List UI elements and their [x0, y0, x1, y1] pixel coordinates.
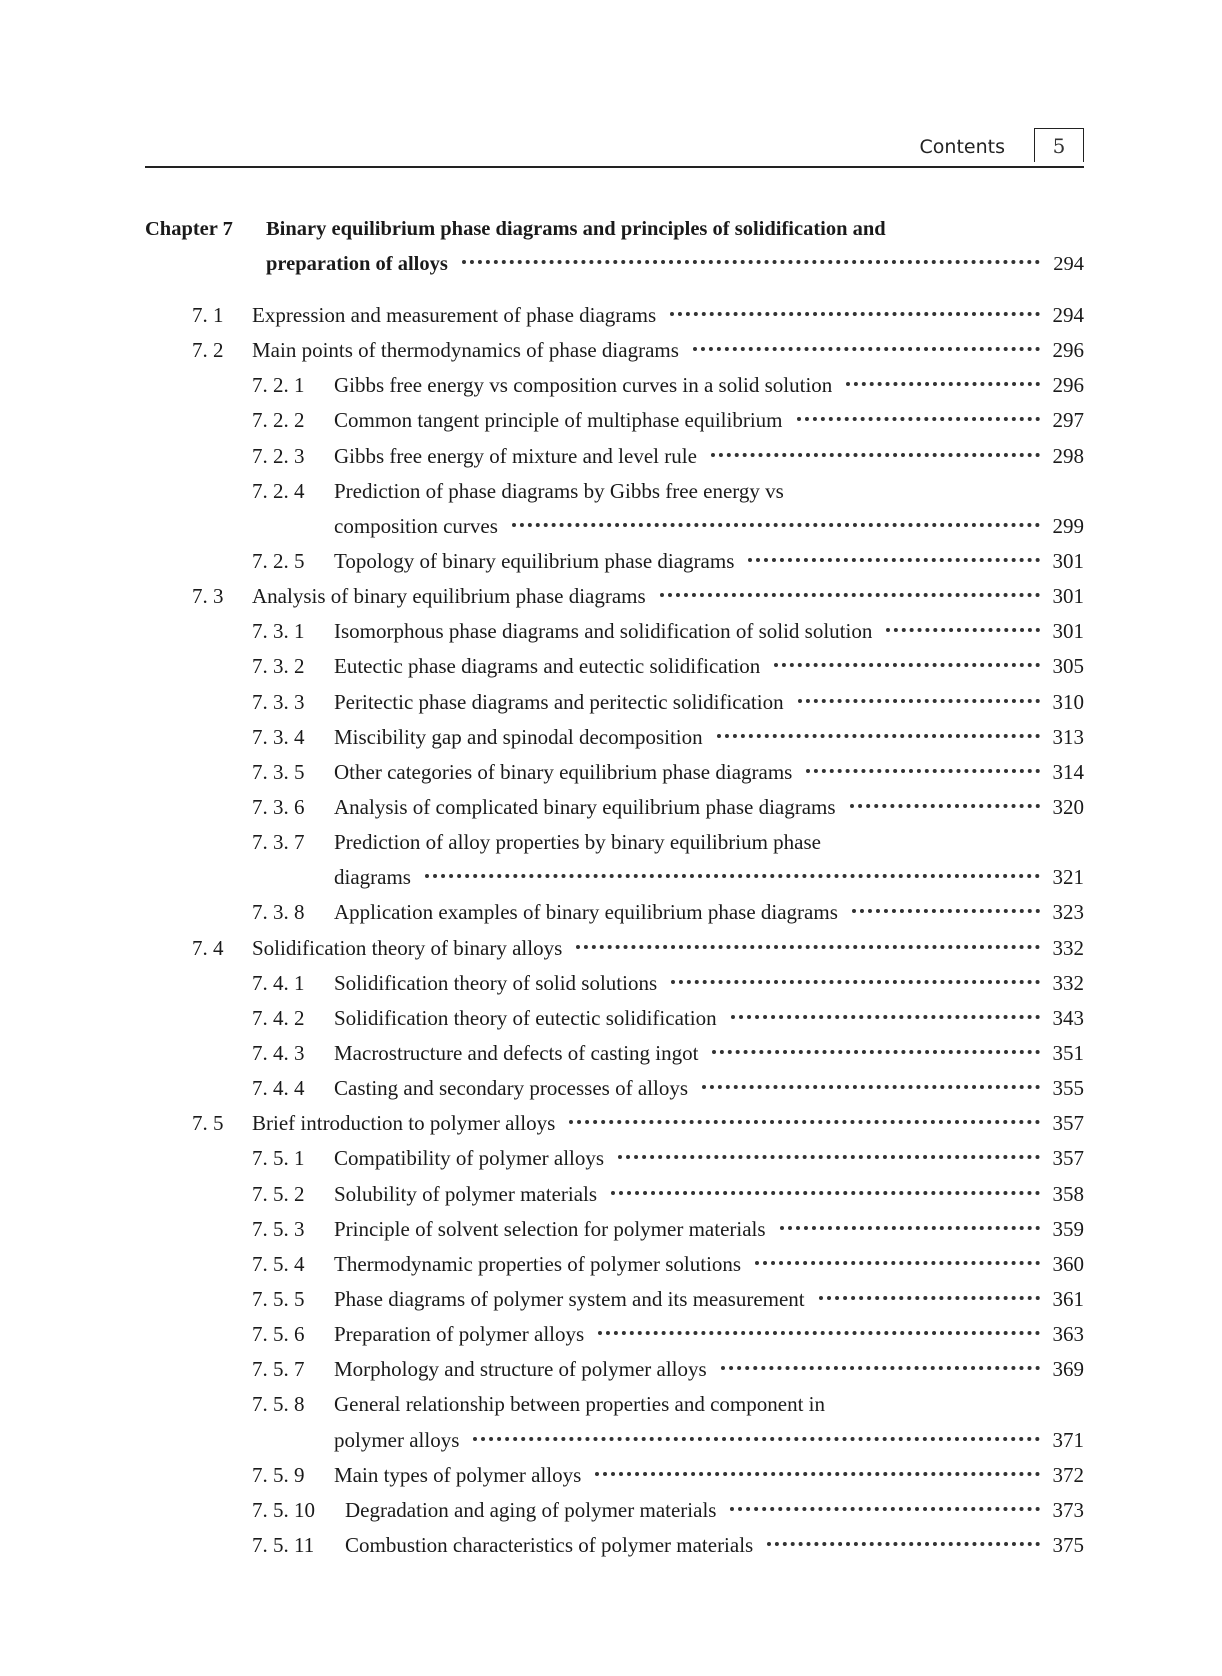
entry-number: 7. 3. 7 — [252, 830, 305, 855]
toc-entry[interactable] — [145, 1282, 1084, 1317]
toc-entry-continued[interactable] — [145, 509, 1084, 544]
entry-number: 7. 4 — [192, 935, 224, 960]
entry-page: 358 — [1052, 1181, 1084, 1206]
leader-dots — [611, 1191, 1040, 1195]
leader-dots — [717, 734, 1040, 738]
toc-entry[interactable] — [145, 931, 1084, 966]
entry-page: 301 — [1052, 619, 1084, 644]
entry-title: Isomorphous phase diagrams and solidification of solid solution — [334, 619, 873, 644]
entry-number: 7. 5. 2 — [252, 1181, 305, 1206]
toc-entry[interactable] — [145, 1493, 1084, 1528]
entry-number: 7. 2. 3 — [252, 443, 305, 468]
entry-number: 7. 3. 8 — [252, 900, 305, 925]
entry-number: 7. 5. 3 — [252, 1216, 305, 1241]
page-number: 5 — [1034, 128, 1084, 162]
leader-dots — [798, 699, 1040, 703]
entry-title: Preparation of polymer alloys — [334, 1322, 585, 1347]
entry-number: 7. 3. 4 — [252, 724, 305, 749]
entry-page: 298 — [1052, 443, 1084, 468]
leader-dots — [721, 1366, 1040, 1370]
entry-title: Prediction of alloy properties by binary equilibrium phase — [334, 830, 821, 855]
entry-title: Thermodynamic properties of polymer solutions — [334, 1251, 742, 1276]
entry-title: Degradation and aging of polymer materials — [345, 1497, 717, 1522]
entry-page: 351 — [1052, 1040, 1084, 1065]
entry-number: 7. 3. 3 — [252, 689, 305, 714]
entry-number: 7. 3 — [192, 584, 224, 609]
entry-number: 7. 5. 5 — [252, 1286, 305, 1311]
entry-page: 294 — [1052, 303, 1084, 327]
header-title: Contents — [919, 136, 1005, 158]
leader-dots — [731, 1015, 1040, 1019]
toc-entry[interactable] — [145, 685, 1084, 720]
leader-dots — [473, 1437, 1040, 1441]
entry-title: Principle of solvent selection for polymer materials — [334, 1216, 766, 1241]
entry-title: Morphology and structure of polymer alloys — [334, 1357, 707, 1382]
entry-number: 7. 2. 5 — [252, 548, 305, 573]
entry-page: 357 — [1052, 1111, 1084, 1136]
entry-page: 359 — [1052, 1216, 1084, 1241]
entry-number: 7. 3. 5 — [252, 759, 305, 784]
entry-title: Compatibility of polymer alloys — [334, 1146, 605, 1171]
entry-page: 305 — [1052, 654, 1084, 679]
toc-entry[interactable] — [145, 1106, 1084, 1141]
entry-title: Casting and secondary processes of alloys — [334, 1076, 688, 1101]
leader-dots — [730, 1507, 1040, 1511]
toc-entry[interactable] — [145, 1001, 1084, 1036]
entry-title: Other categories of binary equilibrium phase diagrams — [334, 759, 793, 784]
entry-page: 343 — [1052, 1005, 1084, 1030]
entry-title: Application examples of binary equilibrium phase diagrams — [334, 900, 838, 925]
toc-entry[interactable] — [145, 368, 1084, 403]
toc-entry[interactable] — [145, 1387, 1084, 1422]
leader-dots — [693, 347, 1040, 351]
entry-number: 7. 5. 6 — [252, 1322, 305, 1347]
entry-number: 7. 2. 1 — [252, 373, 305, 398]
entry-number: 7. 5. 4 — [252, 1251, 305, 1276]
leader-dots — [702, 1085, 1040, 1089]
leader-dots — [886, 628, 1040, 632]
entry-page: 369 — [1052, 1357, 1084, 1382]
leader-dots — [852, 909, 1040, 913]
entry-title: Solidification theory of eutectic solidification — [334, 1005, 717, 1030]
entry-title: Expression and measurement of phase diagrams — [252, 303, 657, 327]
entry-title: Phase diagrams of polymer system and its measurement — [334, 1286, 805, 1311]
entry-title: Topology of binary equilibrium phase diagrams — [334, 548, 735, 573]
entry-title: Solubility of polymer materials — [334, 1181, 598, 1206]
toc-entry[interactable] — [145, 544, 1084, 579]
leader-dots — [774, 663, 1040, 667]
running-header — [145, 128, 1084, 168]
toc-entry[interactable] — [145, 1458, 1084, 1493]
toc-entry[interactable] — [145, 825, 1084, 860]
entry-title: Common tangent principle of multiphase equilibrium — [334, 408, 783, 433]
entry-title: Macrostructure and defects of casting ingot — [334, 1040, 699, 1065]
leader-dots — [806, 769, 1040, 773]
entry-page: 371 — [1052, 1427, 1084, 1452]
leader-dots — [569, 1120, 1040, 1124]
toc-entry[interactable] — [145, 1141, 1084, 1176]
entry-title: Combustion characteristics of polymer materials — [345, 1532, 754, 1557]
entry-title: Main points of thermodynamics of phase diagrams — [252, 338, 679, 363]
leader-dots — [819, 1296, 1040, 1300]
leader-dots — [797, 417, 1040, 421]
leader-dots — [660, 593, 1040, 597]
entry-number: 7. 4. 3 — [252, 1040, 305, 1065]
leader-dots — [755, 1261, 1040, 1265]
chapter-label: Chapter 7 — [145, 218, 233, 240]
toc-entry[interactable] — [145, 1352, 1084, 1387]
leader-dots — [767, 1542, 1040, 1546]
entry-number: 7. 5. 9 — [252, 1462, 305, 1487]
entry-title: Peritectic phase diagrams and peritectic solidification — [334, 689, 784, 714]
entry-number: 7. 3. 1 — [252, 619, 305, 644]
toc-entry[interactable] — [145, 966, 1084, 1001]
toc-entry[interactable] — [145, 614, 1084, 649]
leader-dots — [780, 1226, 1040, 1230]
entry-title: Solidification theory of binary alloys — [252, 935, 563, 960]
toc-entry[interactable] — [145, 755, 1084, 790]
entry-page: 372 — [1052, 1462, 1084, 1487]
entry-title: Prediction of phase diagrams by Gibbs free energy vs — [334, 478, 784, 503]
leader-dots — [576, 945, 1040, 949]
entry-number: 7. 2. 2 — [252, 408, 305, 433]
toc-entry[interactable] — [145, 1247, 1084, 1282]
toc-entry[interactable] — [145, 439, 1084, 474]
entry-title: Miscibility gap and spinodal decomposition — [334, 724, 703, 749]
toc-entry[interactable] — [145, 1071, 1084, 1106]
leader-dots — [595, 1472, 1040, 1476]
entry-number: 7. 2 — [192, 338, 224, 363]
entry-number: 7. 2. 4 — [252, 478, 305, 503]
toc-entry[interactable] — [145, 1528, 1084, 1563]
toc-entry[interactable] — [145, 1212, 1084, 1247]
entry-title: Analysis of complicated binary equilibrium phase diagrams — [334, 794, 836, 819]
entry-page: 323 — [1052, 900, 1084, 925]
entry-number: 7. 5. 11 — [252, 1532, 315, 1557]
entry-number: 7. 1 — [192, 303, 224, 327]
entry-title: polymer alloys — [334, 1427, 460, 1452]
entry-page: 375 — [1052, 1532, 1084, 1557]
entry-title: diagrams — [334, 865, 411, 890]
toc-entry[interactable] — [145, 649, 1084, 684]
entry-title: Gibbs free energy vs composition curves in a solid solution — [334, 373, 833, 398]
leader-dots — [425, 874, 1040, 878]
chapter-title-line2-row — [266, 247, 1084, 282]
leader-dots — [598, 1331, 1040, 1335]
entry-page: 332 — [1052, 935, 1084, 960]
toc-entry[interactable] — [145, 720, 1084, 755]
entry-page: 332 — [1052, 970, 1084, 995]
toc-entry[interactable] — [145, 298, 1084, 333]
entry-title: Solidification theory of solid solutions — [334, 970, 658, 995]
chapter-page: 294 — [1053, 253, 1084, 275]
entry-title: Brief introduction to polymer alloys — [252, 1111, 556, 1136]
leader-dots — [512, 523, 1040, 527]
entry-number: 7. 4. 4 — [252, 1076, 305, 1101]
toc-entry[interactable] — [145, 1036, 1084, 1071]
entry-number: 7. 3. 6 — [252, 794, 305, 819]
toc-entry[interactable] — [145, 1177, 1084, 1212]
entry-title: General relationship between properties and component in — [334, 1392, 825, 1417]
entry-page: 301 — [1052, 548, 1084, 573]
entry-page: 299 — [1052, 513, 1084, 538]
entry-title: Main types of polymer alloys — [334, 1462, 582, 1487]
entry-number: 7. 4. 1 — [252, 970, 305, 995]
entry-page: 361 — [1052, 1286, 1084, 1311]
entry-number: 7. 4. 2 — [252, 1005, 305, 1030]
leader-dots — [748, 558, 1040, 562]
chapter-title-line1: Binary equilibrium phase diagrams and principles of solidification and — [266, 218, 886, 240]
entry-title: composition curves — [334, 513, 498, 538]
entry-page: 296 — [1052, 338, 1084, 363]
entry-page: 296 — [1052, 373, 1084, 398]
entry-number: 7. 3. 2 — [252, 654, 305, 679]
entry-page: 357 — [1052, 1146, 1084, 1171]
entry-page: 297 — [1052, 408, 1084, 433]
entry-title: Analysis of binary equilibrium phase diagrams — [252, 584, 646, 609]
leader-dots — [846, 382, 1040, 386]
toc-entry[interactable] — [145, 333, 1084, 368]
entry-title: Gibbs free energy of mixture and level rule — [334, 443, 697, 468]
entry-page: 310 — [1052, 689, 1084, 714]
toc-entry-continued[interactable] — [145, 1423, 1084, 1458]
leader-dots — [671, 980, 1040, 984]
entry-page: 313 — [1052, 724, 1084, 749]
toc-entry[interactable] — [145, 1317, 1084, 1352]
entry-number: 7. 5 — [192, 1111, 224, 1136]
entry-page: 360 — [1052, 1251, 1084, 1276]
entry-page: 320 — [1052, 794, 1084, 819]
chapter-title-line2: preparation of alloys — [266, 253, 448, 275]
entry-number: 7. 5. 10 — [252, 1497, 315, 1522]
entry-page: 301 — [1052, 584, 1084, 609]
entry-page: 355 — [1052, 1076, 1084, 1101]
toc-entry[interactable] — [145, 579, 1084, 614]
toc-entry[interactable] — [145, 474, 1084, 509]
leader-dots — [618, 1155, 1040, 1159]
toc-entry[interactable] — [145, 895, 1084, 930]
leader-dots — [462, 260, 1040, 264]
leader-dots — [850, 804, 1040, 808]
leader-dots — [670, 312, 1040, 316]
toc-entry[interactable] — [145, 403, 1084, 438]
entry-number: 7. 5. 8 — [252, 1392, 305, 1417]
entry-page: 373 — [1052, 1497, 1084, 1522]
entry-page: 314 — [1052, 759, 1084, 784]
entry-number: 7. 5. 1 — [252, 1146, 305, 1171]
entry-number: 7. 5. 7 — [252, 1357, 305, 1382]
toc-entry[interactable] — [145, 790, 1084, 825]
leader-dots — [711, 453, 1040, 457]
toc-entry-continued[interactable] — [145, 860, 1084, 895]
toc-list — [145, 298, 1084, 1563]
entry-title: Eutectic phase diagrams and eutectic solidification — [334, 654, 761, 679]
entry-page: 363 — [1052, 1322, 1084, 1347]
leader-dots — [712, 1050, 1040, 1054]
entry-page: 321 — [1052, 865, 1084, 890]
